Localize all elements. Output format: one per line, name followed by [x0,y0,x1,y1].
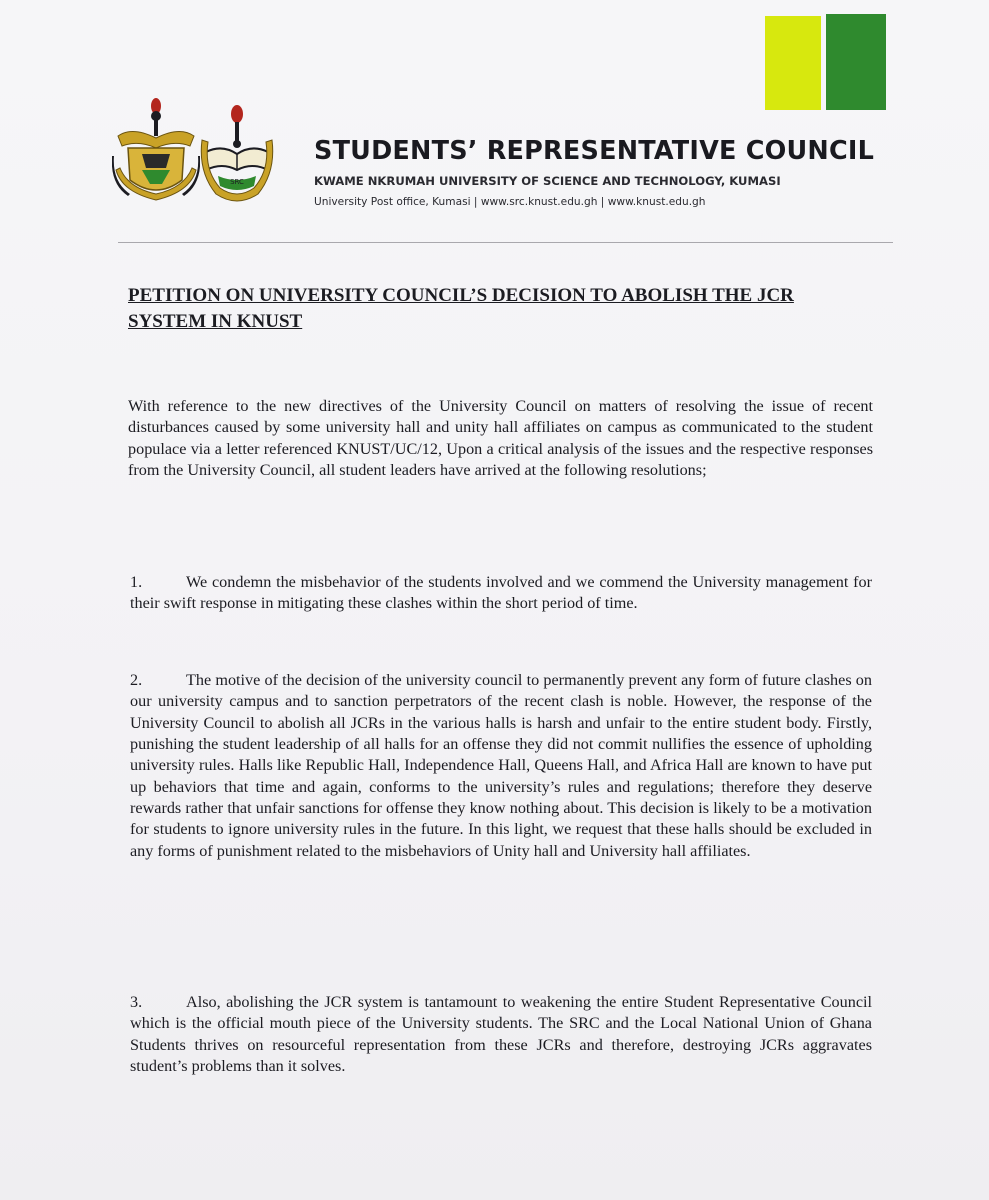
item-number: 2. [130,671,143,689]
item-text: The motive of the decision of the university council to permanently prevent any form of future clashes on our university campus and to sanction perpetrators of the recent clash is noble. However, the response of the University Council to abolish all JCRs in the various halls is harsh and unfair to the entire student body. Firstly, punishing the student leadership of all halls for an offense they did not commit nullifies the essence of upholding university rules. Halls like Republic Hall, Independence Hall, Queens Hall, and Africa Hall are known to have put up behaviors that time and again, conforms to the university’s rules and regulations; therefore they deserve rewards rather that unfair sanctions for offense they know nothing about. This decision is likely to be a motivation for students to ignore university rules in the future. In this light, we request that these halls should be excluded in any forms of punishment related to the misbehaviors of Unity hall and University hall affiliates. [130,671,872,860]
org-title: STUDENTS’ REPRESENTATIVE COUNCIL [314,136,875,166]
item-number: 1. [130,573,143,591]
item-number: 3. [130,993,143,1011]
org-contact: University Post office, Kumasi | www.src.knust.edu.gh | www.knust.edu.gh [314,196,706,208]
resolution-item-1 [130,572,872,614]
svg-text:SRC: SRC [230,178,244,186]
knust-crest-icon [112,96,200,208]
flag-green-stripe [826,14,886,110]
header-divider [118,242,893,243]
flag-yellow-stripe [765,16,821,110]
intro-paragraph: With reference to the new directives of the University Council on matters of resolving the issue of recent disturbances caused by some university hall and unity hall affiliates on campus as communicated to the student populace via a letter referenced KNUST/UC/12, Upon a critical analysis of the issues and the respective responses from the University Council, all student leaders have arrived at the following resolutions; [128,397,873,479]
letterhead [314,136,934,208]
org-subtitle: KWAME NKRUMAH UNIVERSITY OF SCIENCE AND TECHNOLOGY, KUMASI [314,174,781,188]
item-text: We condemn the misbehavior of the students involved and we commend the University management for their swift response in mitigating these clashes within the short period of time. [130,573,872,612]
resolution-item-2 [130,670,872,862]
src-crest-icon [196,104,278,208]
resolution-item-3 [130,992,872,1077]
item-text: Also, abolishing the JCR system is tantamount to weakening the entire Student Representative Council which is the official mouth piece of the University students. The SRC and the Local National Union of Ghana Students thrives on resourceful representation from these JCRs and therefore, destroying JCRs aggravates student’s problems than it solves. [130,993,872,1075]
petition-title: PETITION ON UNIVERSITY COUNCIL’S DECISION TO ABOLISH THE JCR SYSTEM IN KNUST [128,285,794,332]
